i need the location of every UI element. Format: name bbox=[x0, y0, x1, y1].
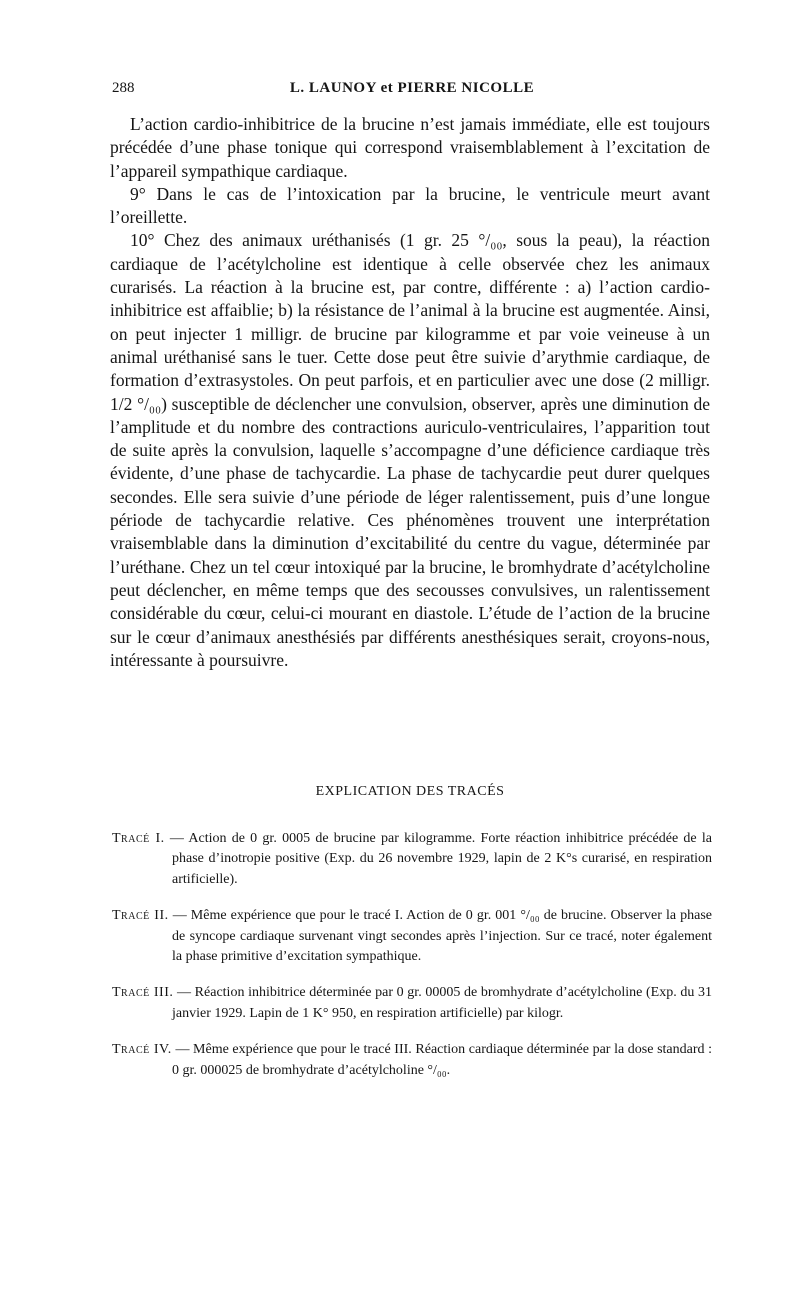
caption-trace-4 bbox=[112, 1040, 712, 1081]
body-text bbox=[110, 113, 710, 672]
caption-text: — Réaction inhibitrice déterminée par 0 gr. 00005 de bromhydrate d’acétylcholine (Exp. du 31 janvier 1929. Lapin de 1 K° 950, en respiration artificielle) par kilogr. bbox=[172, 985, 713, 1021]
page-number: 288 bbox=[112, 80, 135, 96]
caption-label: Tracé IV. bbox=[112, 1042, 172, 1058]
paragraph: 9° Dans le cas de l’intoxication par la brucine, le ventricule meurt avant l’oreillette. bbox=[110, 183, 710, 228]
caption-label: Tracé I. bbox=[112, 831, 165, 846]
section-title: EXPLICATION DES TRACÉS bbox=[315, 784, 505, 799]
caption-label: Tracé III. bbox=[112, 985, 174, 1001]
caption-trace-1 bbox=[112, 829, 712, 890]
caption-text: — Même expérience que pour le tracé I. Action de 0 gr. 001 °/₀₀ de brucine. Observer la phase de syncope cardiaque survenant vingt secondes après l’injection. Sur ce tracé, noter également la phase primitive d’excitation sympathique. bbox=[172, 908, 712, 965]
running-head: L. LAUNOY et PIERRE NICOLLE bbox=[289, 80, 535, 96]
paragraph: 10° Chez des animaux uréthanisés (1 gr. 25 °/₀₀, sous la peau), la réaction cardiaque de l’acétylcholine est identique à celle observée chez les animaux curarisés. La réaction à la brucine est, par contre, différente : a) l’action cardio-inhibitrice est affaiblie; b) la résistance de l’animal à la brucine est augmentée. Ainsi, on peut injecter 1 milligr. de brucine par kilogramme et par voie veineuse à un animal uréthanisé sans le tuer. Cette dose peut être suivie d’arythmie cardiaque, de formation d’extrasystoles. On peut parfois, et en particulier avec une dose (2 milligr. 1/2 °/₀₀) susceptible de déclencher une convulsion, observer, après une diminution de l’amplitude et du nombre des contractions auriculo-ventriculaires, l’apparition tout de suite après la convulsion, laquelle s’accompagne d’une déficience cardiaque très évidente, d’une phase de tachycardie. La phase de tachycardie peut durer quelques secondes. Elle sera suivie d’une période de léger ralentissement, puis d’une longue période de tachycardie relative. Ces phénomènes trouvent une interprétation vraisemblable dans la diminution d’excitabilité du centre du vague, déterminée par l’uréthane. Chez un tel cœur intoxiqué par la brucine, le bromhydrate d’acétylcholine peut déclencher, en même temps que des secousses convulsives, un ralentissement considérable du cœur, celui-ci mourant en diastole. L’étude de l’action de la brucine sur le cœur d’animaux anesthésiés par différents anesthésiques serait, croyons-nous, intéressante à poursuivre. bbox=[110, 230, 710, 670]
caption-trace-3 bbox=[112, 983, 712, 1024]
caption-label: Tracé II. bbox=[112, 908, 169, 924]
caption-text: — Action de 0 gr. 0005 de brucine par kilogramme. Forte réaction inhibitrice précédée de la phase d’inotropie positive (Exp. du 26 novembre 1929, lapin de 2 K°s curarisé, en respiration artificielle). bbox=[169, 831, 713, 887]
paragraph: L’action cardio-inhibitrice de la brucine n’est jamais immédiate, elle est toujours précédée d’une phase tonique qui correspond vraisemblablement à l’excitation de l’appareil sympathique cardiaque. bbox=[110, 114, 710, 181]
page-header bbox=[112, 80, 712, 104]
trace-captions bbox=[112, 829, 712, 1097]
caption-trace-2 bbox=[112, 906, 712, 967]
caption-text: — Même expérience que pour le tracé III. Réaction cardiaque déterminée par la dose standard : 0 gr. 000025 de bromhydrate d’acétylcholine °/₀₀. bbox=[172, 1042, 713, 1078]
